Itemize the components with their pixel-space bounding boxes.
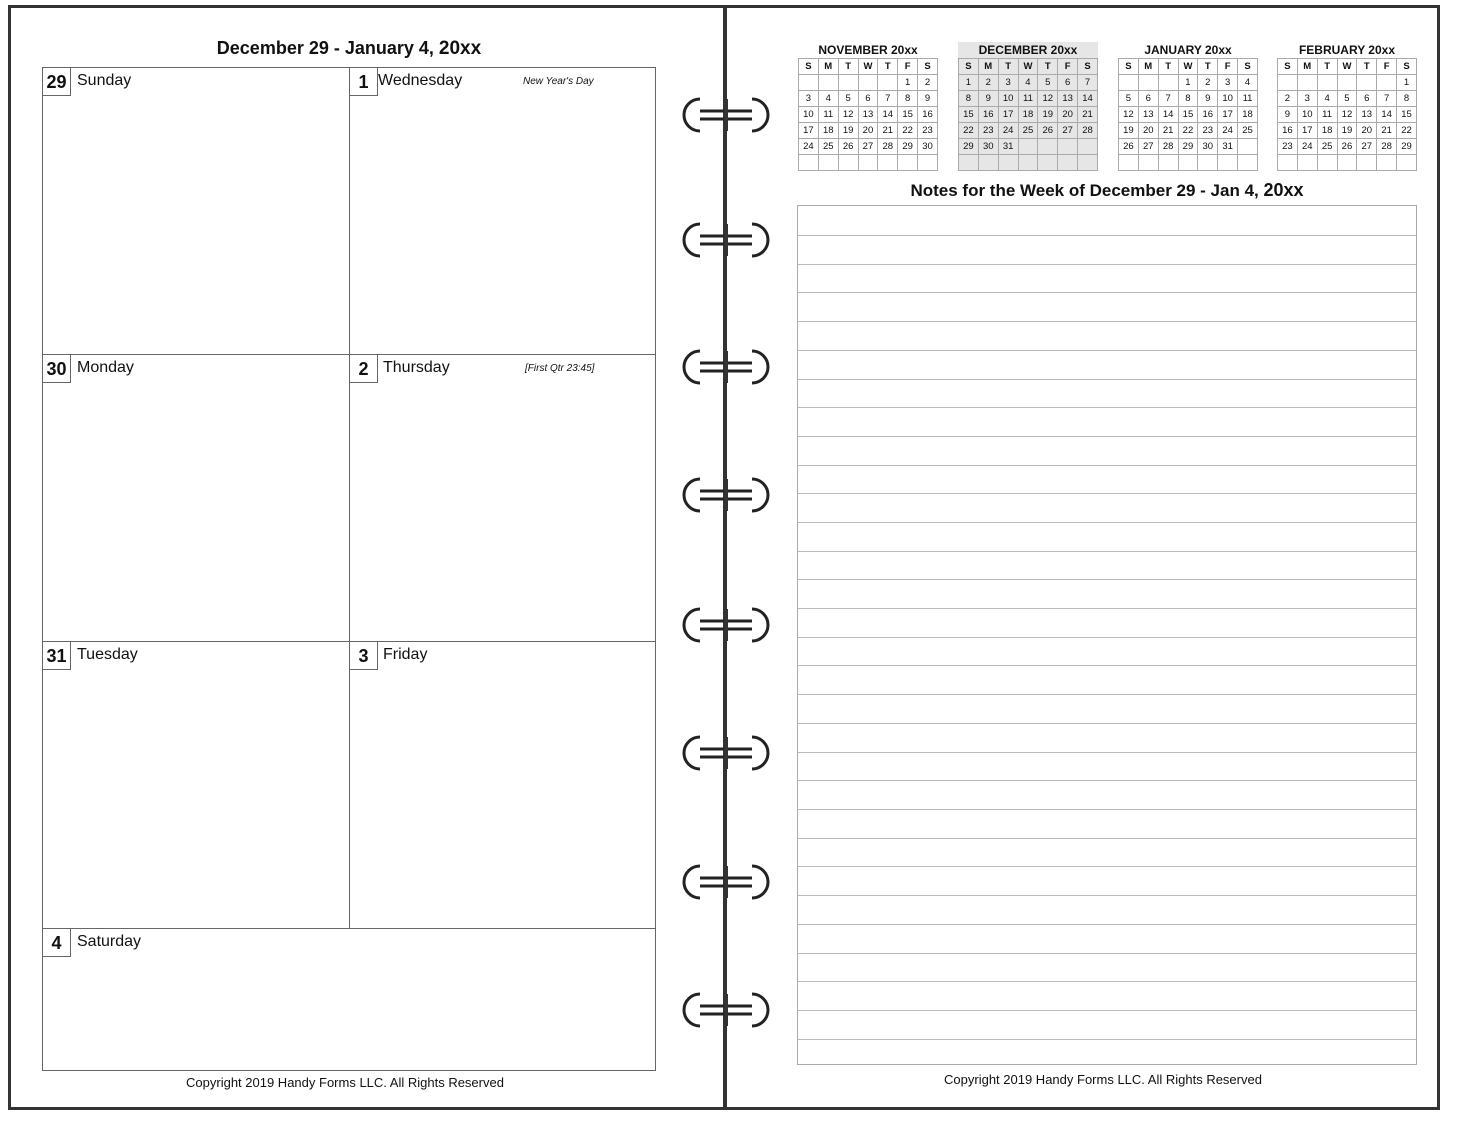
ruled-line <box>798 264 1416 265</box>
calendar-day[interactable] <box>1317 75 1337 91</box>
calendar-day[interactable]: 4 <box>1317 91 1337 107</box>
ruled-line <box>798 665 1416 666</box>
calendar-day[interactable] <box>799 75 819 91</box>
calendar-day[interactable] <box>1357 155 1377 171</box>
weekday-header: F <box>1377 59 1397 75</box>
day-cell-saturday[interactable] <box>43 929 655 1070</box>
calendar-day[interactable]: 20 <box>1357 123 1377 139</box>
notes-lined-area[interactable] <box>797 205 1417 1065</box>
calendar-day[interactable]: 8 <box>1178 91 1198 107</box>
calendar-day[interactable]: 30 <box>1198 139 1218 155</box>
calendar-day[interactable]: 3 <box>998 75 1018 91</box>
calendar-day[interactable] <box>799 155 819 171</box>
calendar-day[interactable]: 18 <box>818 123 838 139</box>
holiday-note: New Year's Day <box>523 76 594 87</box>
calendar-day[interactable] <box>998 155 1018 171</box>
mini-calendar <box>1277 42 1417 171</box>
calendar-day[interactable]: 29 <box>1178 139 1198 155</box>
calendar-day[interactable]: 17 <box>998 107 1018 123</box>
binder-ring-icon <box>680 220 772 260</box>
day-name: Monday <box>77 359 134 376</box>
calendar-day[interactable]: 20 <box>858 123 878 139</box>
calendar-day[interactable]: 5 <box>1038 75 1058 91</box>
weekday-header: T <box>1198 59 1218 75</box>
ruled-line <box>798 350 1416 351</box>
weekday-header: S <box>918 59 938 75</box>
calendar-day[interactable]: 8 <box>959 91 979 107</box>
calendar-day[interactable]: 19 <box>1038 107 1058 123</box>
weekday-header: M <box>818 59 838 75</box>
mini-calendar-title: JANUARY 20xx <box>1144 43 1232 57</box>
ruled-line <box>798 694 1416 695</box>
calendar-day[interactable]: 17 <box>1297 123 1317 139</box>
weekday-header: S <box>1238 59 1258 75</box>
calendar-day[interactable]: 13 <box>1058 91 1078 107</box>
calendar-day[interactable]: 22 <box>1178 123 1198 139</box>
calendar-day[interactable] <box>1377 75 1397 91</box>
calendar-day[interactable]: 10 <box>799 107 819 123</box>
ruled-line <box>798 723 1416 724</box>
day-number: 30 <box>43 355 71 383</box>
calendar-day[interactable]: 18 <box>1238 107 1258 123</box>
calendar-day[interactable] <box>1038 139 1058 155</box>
day-name: Tuesday <box>77 646 138 663</box>
week-title-year: 20xx <box>438 38 482 59</box>
calendar-day[interactable]: 1 <box>898 75 918 91</box>
calendar-day[interactable]: 27 <box>1357 139 1377 155</box>
day-number: 1 <box>350 68 378 96</box>
moon-phase-note: [First Qtr 23:45] <box>525 363 595 374</box>
calendar-day[interactable]: 2 <box>1278 91 1298 107</box>
calendar-day[interactable] <box>1058 155 1078 171</box>
calendar-day[interactable] <box>1337 155 1357 171</box>
ruled-line <box>798 321 1416 322</box>
calendar-day[interactable]: 6 <box>1058 75 1078 91</box>
calendar-day[interactable]: 29 <box>959 139 979 155</box>
calendar-day[interactable]: 5 <box>1337 91 1357 107</box>
calendar-day[interactable] <box>878 155 898 171</box>
calendar-day[interactable]: 7 <box>1377 91 1397 107</box>
ruled-line <box>798 579 1416 580</box>
calendar-day[interactable]: 9 <box>918 91 938 107</box>
day-cell-thursday[interactable] <box>350 355 656 641</box>
calendar-day[interactable] <box>1018 155 1038 171</box>
calendar-day[interactable]: 3 <box>1297 91 1317 107</box>
ruled-line <box>798 493 1416 494</box>
calendar-day[interactable] <box>959 155 979 171</box>
calendar-day[interactable]: 16 <box>918 107 938 123</box>
weekday-header: S <box>799 59 819 75</box>
weekday-header: W <box>1018 59 1038 75</box>
day-name: Thursday <box>383 359 450 376</box>
weekday-header: F <box>1058 59 1078 75</box>
calendar-day[interactable]: 7 <box>878 91 898 107</box>
weekday-header: S <box>959 59 979 75</box>
calendar-day[interactable] <box>818 155 838 171</box>
calendar-day[interactable]: 12 <box>1038 91 1058 107</box>
calendar-day[interactable]: 18 <box>1317 123 1337 139</box>
binder-ring-icon <box>680 990 772 1030</box>
calendar-day[interactable]: 13 <box>1357 107 1377 123</box>
calendar-day[interactable] <box>1078 155 1098 171</box>
ruled-line <box>798 292 1416 293</box>
calendar-day[interactable] <box>1337 75 1357 91</box>
ruled-line <box>798 522 1416 523</box>
calendar-day[interactable] <box>1238 155 1258 171</box>
calendar-day[interactable]: 11 <box>1018 91 1038 107</box>
calendar-day[interactable]: 29 <box>898 139 918 155</box>
calendar-day[interactable]: 10 <box>1297 107 1317 123</box>
mini-calendar-title: FEBRUARY 20xx <box>1298 43 1396 57</box>
calendar-day[interactable]: 28 <box>1158 139 1178 155</box>
calendar-day[interactable]: 20 <box>1058 107 1078 123</box>
calendar-day[interactable]: 2 <box>1198 75 1218 91</box>
calendar-day[interactable]: 10 <box>1218 91 1238 107</box>
ruled-line <box>798 1010 1416 1011</box>
calendar-day[interactable] <box>858 155 878 171</box>
day-name: Saturday <box>77 933 142 950</box>
calendar-day[interactable]: 14 <box>1078 91 1098 107</box>
calendar-day[interactable]: 25 <box>818 139 838 155</box>
calendar-day[interactable] <box>1297 155 1317 171</box>
calendar-day[interactable]: 8 <box>898 91 918 107</box>
day-cell-wednesday[interactable] <box>350 68 656 354</box>
calendar-day[interactable] <box>1158 75 1178 91</box>
calendar-day[interactable] <box>1297 75 1317 91</box>
calendar-day[interactable] <box>1238 139 1258 155</box>
calendar-day[interactable]: 23 <box>978 123 998 139</box>
calendar-day[interactable]: 26 <box>1038 123 1058 139</box>
weekday-header: M <box>1297 59 1317 75</box>
calendar-day[interactable] <box>1377 155 1397 171</box>
calendar-day[interactable]: 4 <box>1238 75 1258 91</box>
weekday-header: F <box>898 59 918 75</box>
calendar-day[interactable]: 10 <box>998 91 1018 107</box>
copyright-left: Copyright 2019 Handy Forms LLC. All Rights Reserved <box>186 1075 504 1090</box>
calendar-day[interactable]: 26 <box>1119 139 1139 155</box>
notes-title-year: 20xx <box>1263 180 1304 200</box>
weekday-header: T <box>1357 59 1377 75</box>
calendar-day[interactable] <box>1198 155 1218 171</box>
calendar-day[interactable]: 23 <box>918 123 938 139</box>
day-number: 4 <box>43 929 71 957</box>
calendar-day[interactable] <box>1018 139 1038 155</box>
calendar-day[interactable] <box>1278 155 1298 171</box>
binder-ring-icon <box>680 347 772 387</box>
calendar-day[interactable]: 11 <box>1317 107 1337 123</box>
weekday-header: T <box>1317 59 1337 75</box>
calendar-day[interactable] <box>898 155 918 171</box>
calendar-day[interactable] <box>978 155 998 171</box>
calendar-day[interactable]: 27 <box>1058 123 1078 139</box>
calendar-day[interactable]: 12 <box>1337 107 1357 123</box>
calendar-day[interactable]: 9 <box>978 91 998 107</box>
calendar-day[interactable]: 22 <box>898 123 918 139</box>
weekday-header: S <box>1119 59 1139 75</box>
mini-calendar <box>958 42 1098 171</box>
calendar-day[interactable]: 9 <box>1278 107 1298 123</box>
calendar-day[interactable]: 3 <box>1218 75 1238 91</box>
calendar-day[interactable]: 26 <box>1337 139 1357 155</box>
calendar-day[interactable]: 12 <box>838 107 858 123</box>
calendar-day[interactable]: 25 <box>1018 123 1038 139</box>
weekday-header: S <box>1278 59 1298 75</box>
calendar-day[interactable]: 22 <box>1397 123 1417 139</box>
calendar-day[interactable]: 6 <box>1138 91 1158 107</box>
calendar-day[interactable]: 6 <box>1357 91 1377 107</box>
calendar-day[interactable]: 29 <box>1397 139 1417 155</box>
calendar-day[interactable]: 18 <box>1018 107 1038 123</box>
calendar-day[interactable]: 5 <box>1119 91 1139 107</box>
calendar-day[interactable]: 14 <box>1377 107 1397 123</box>
calendar-day[interactable]: 19 <box>1337 123 1357 139</box>
calendar-day[interactable]: 23 <box>1278 139 1298 155</box>
ruled-line <box>798 637 1416 638</box>
weekday-header: M <box>1138 59 1158 75</box>
calendar-day[interactable]: 30 <box>918 139 938 155</box>
ruled-line <box>798 1039 1416 1040</box>
notes-title-text: Notes for the Week of December 29 - Jan 4, <box>910 181 1259 200</box>
binder-ring-icon <box>680 475 772 515</box>
calendar-day[interactable]: 26 <box>838 139 858 155</box>
calendar-day[interactable]: 21 <box>878 123 898 139</box>
calendar-day[interactable] <box>1038 155 1058 171</box>
weekday-header: W <box>858 59 878 75</box>
calendar-day[interactable] <box>918 155 938 171</box>
ruled-line <box>798 465 1416 466</box>
calendar-day[interactable] <box>1119 155 1139 171</box>
calendar-day[interactable]: 22 <box>959 123 979 139</box>
weekday-header: T <box>1038 59 1058 75</box>
calendar-day[interactable]: 19 <box>838 123 858 139</box>
calendar-day[interactable]: 15 <box>898 107 918 123</box>
calendar-day[interactable]: 15 <box>959 107 979 123</box>
calendar-day[interactable]: 1 <box>959 75 979 91</box>
calendar-day[interactable]: 21 <box>1078 107 1098 123</box>
ruled-line <box>798 752 1416 753</box>
ruled-line <box>798 436 1416 437</box>
calendar-day[interactable]: 21 <box>1377 123 1397 139</box>
day-number: 2 <box>350 355 378 383</box>
calendar-day[interactable]: 2 <box>918 75 938 91</box>
day-name: Wednesday <box>378 72 463 89</box>
ruled-line <box>798 895 1416 896</box>
ruled-line <box>798 924 1416 925</box>
calendar-day[interactable] <box>1278 75 1298 91</box>
calendar-day[interactable]: 9 <box>1198 91 1218 107</box>
calendar-day[interactable]: 28 <box>1377 139 1397 155</box>
calendar-day[interactable]: 24 <box>799 139 819 155</box>
calendar-day[interactable]: 4 <box>1018 75 1038 91</box>
calendar-day[interactable] <box>1138 155 1158 171</box>
ruled-line <box>798 953 1416 954</box>
calendar-day[interactable]: 7 <box>1158 91 1178 107</box>
calendar-day[interactable]: 12 <box>1119 107 1139 123</box>
calendar-day[interactable]: 15 <box>1397 107 1417 123</box>
calendar-day[interactable] <box>1218 155 1238 171</box>
weekday-header: F <box>1218 59 1238 75</box>
calendar-day[interactable]: 21 <box>1158 123 1178 139</box>
calendar-day[interactable] <box>838 155 858 171</box>
calendar-day[interactable]: 24 <box>1218 123 1238 139</box>
ruled-line <box>798 551 1416 552</box>
calendar-day[interactable]: 27 <box>1138 139 1158 155</box>
mini-calendar <box>798 42 938 171</box>
calendar-day[interactable]: 31 <box>998 139 1018 155</box>
calendar-day[interactable]: 17 <box>799 123 819 139</box>
calendar-day[interactable]: 5 <box>838 91 858 107</box>
mini-calendar <box>1118 42 1258 171</box>
calendar-day[interactable] <box>1317 155 1337 171</box>
calendar-day[interactable]: 16 <box>1198 107 1218 123</box>
calendar-day[interactable]: 14 <box>1158 107 1178 123</box>
calendar-day[interactable]: 20 <box>1138 123 1158 139</box>
ruled-line <box>798 608 1416 609</box>
binder-ring-icon <box>680 733 772 773</box>
ruled-line <box>798 780 1416 781</box>
ruled-line <box>798 866 1416 867</box>
calendar-day[interactable]: 16 <box>1278 123 1298 139</box>
day-cell-sunday[interactable] <box>43 68 349 354</box>
calendar-day[interactable]: 11 <box>1238 91 1258 107</box>
ruled-line <box>798 838 1416 839</box>
weekday-header: M <box>978 59 998 75</box>
binder-ring-icon <box>680 862 772 902</box>
day-cell-tuesday[interactable] <box>43 642 349 928</box>
day-name: Friday <box>383 646 428 663</box>
weekday-header: T <box>1158 59 1178 75</box>
notes-title <box>797 180 1417 201</box>
calendar-day[interactable]: 11 <box>818 107 838 123</box>
calendar-day[interactable]: 6 <box>858 91 878 107</box>
binder-ring-icon <box>680 95 772 135</box>
calendar-day[interactable]: 31 <box>1218 139 1238 155</box>
calendar-day[interactable]: 13 <box>1138 107 1158 123</box>
calendar-day[interactable] <box>1397 155 1417 171</box>
mini-calendar-title: DECEMBER 20xx <box>978 43 1078 57</box>
calendar-day[interactable]: 25 <box>1317 139 1337 155</box>
day-number: 3 <box>350 642 378 670</box>
week-title <box>42 38 656 60</box>
day-number: 29 <box>43 68 71 96</box>
day-number: 31 <box>43 642 71 670</box>
week-title-text: December 29 - January 4, <box>216 38 434 58</box>
calendar-day[interactable]: 25 <box>1238 123 1258 139</box>
binder-ring-icon <box>680 605 772 645</box>
calendar-day[interactable] <box>1178 155 1198 171</box>
copyright-right: Copyright 2019 Handy Forms LLC. All Rights Reserved <box>944 1072 1262 1087</box>
week-grid <box>42 67 656 1071</box>
calendar-day[interactable]: 17 <box>1218 107 1238 123</box>
calendar-day[interactable] <box>818 75 838 91</box>
calendar-day[interactable]: 28 <box>878 139 898 155</box>
ruled-line <box>798 407 1416 408</box>
calendar-day[interactable]: 1 <box>1178 75 1198 91</box>
calendar-day[interactable]: 24 <box>1297 139 1317 155</box>
weekday-header: W <box>1337 59 1357 75</box>
ruled-line <box>798 235 1416 236</box>
calendar-day[interactable]: 27 <box>858 139 878 155</box>
calendar-day[interactable] <box>1158 155 1178 171</box>
day-cell-monday[interactable] <box>43 355 349 641</box>
calendar-day[interactable]: 24 <box>998 123 1018 139</box>
calendar-day[interactable]: 3 <box>799 91 819 107</box>
calendar-day[interactable]: 7 <box>1078 75 1098 91</box>
calendar-day[interactable] <box>1078 139 1098 155</box>
calendar-day[interactable] <box>1357 75 1377 91</box>
day-cell-friday[interactable] <box>350 642 656 928</box>
calendar-day[interactable]: 15 <box>1178 107 1198 123</box>
calendar-day[interactable] <box>1058 139 1078 155</box>
weekday-header: S <box>1078 59 1098 75</box>
calendar-day[interactable] <box>858 75 878 91</box>
weekday-header: T <box>878 59 898 75</box>
weekday-header: T <box>838 59 858 75</box>
calendar-day[interactable]: 30 <box>978 139 998 155</box>
ruled-line <box>798 379 1416 380</box>
calendar-day[interactable]: 13 <box>858 107 878 123</box>
weekday-header: T <box>998 59 1018 75</box>
day-name: Sunday <box>77 72 132 89</box>
calendar-day[interactable]: 19 <box>1119 123 1139 139</box>
calendar-day[interactable]: 16 <box>978 107 998 123</box>
calendar-day[interactable]: 2 <box>978 75 998 91</box>
calendar-day[interactable]: 1 <box>1397 75 1417 91</box>
ruled-line <box>798 809 1416 810</box>
calendar-day[interactable] <box>838 75 858 91</box>
calendar-day[interactable]: 4 <box>818 91 838 107</box>
calendar-day[interactable]: 8 <box>1397 91 1417 107</box>
ruled-line <box>798 981 1416 982</box>
binder-spine <box>723 5 727 1110</box>
calendar-day[interactable]: 28 <box>1078 123 1098 139</box>
calendar-day[interactable]: 23 <box>1198 123 1218 139</box>
weekday-header: W <box>1178 59 1198 75</box>
calendar-day[interactable]: 14 <box>878 107 898 123</box>
calendar-day[interactable] <box>1138 75 1158 91</box>
weekday-header: S <box>1397 59 1417 75</box>
mini-calendar-title: NOVEMBER 20xx <box>818 43 918 57</box>
calendar-day[interactable] <box>878 75 898 91</box>
calendar-day[interactable] <box>1119 75 1139 91</box>
